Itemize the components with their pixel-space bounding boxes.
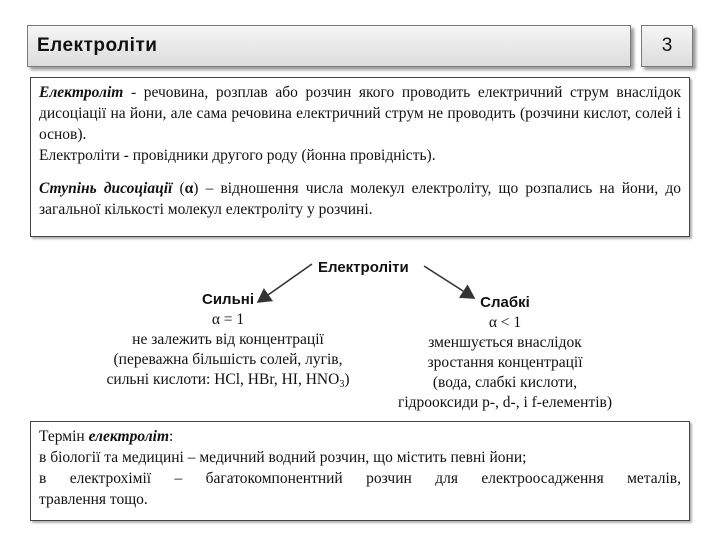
weak-electrolytes [372, 293, 638, 413]
alpha-symbol: α [184, 180, 194, 197]
weak-heading: Слабкі [480, 294, 530, 311]
slide-number: 3 [641, 25, 693, 67]
dissociation-open-paren: ( [172, 180, 185, 197]
weak-line2: зростання концентрації [427, 354, 583, 371]
term-biology: в біології та медицині – медичний водний розчин, що містить певні йони; [39, 449, 527, 466]
weak-line1: зменшується внаслідок [428, 334, 582, 351]
weak-line4: гідрооксиди р-, d-, і f-елементів) [397, 394, 613, 411]
strong-electrolytes [88, 290, 368, 395]
dissociation-definition-text: ) – відношення числа молекул електроліту, що розпались на йони, до загальної кількості молекул електроліту у розчині. [39, 180, 682, 218]
strong-heading: Сильні [201, 291, 255, 308]
dissociation-definition [39, 178, 681, 220]
weak-line3: (вода, слабкі кислоти, [432, 374, 578, 391]
strong-line1: не залежить від концентрації [132, 331, 324, 348]
term-electrochemistry: в електрохімії – багатокомпонентний розчин для електроосадження металів, [39, 470, 681, 487]
conductor-line: Електроліти - провідники другого роду (йонна провідність). [39, 147, 436, 164]
electrolyte-definition-text: - речовина, розплав або розчин якого проводить електричний струм внаслідок дисоціації на йони, але сама речовина електричний струм не проводить (розчини кислот, солей і основ). [39, 84, 681, 143]
term-intro-text: Термін [39, 428, 89, 445]
strong-line3 [88, 370, 368, 395]
term-word: електроліт [88, 428, 170, 445]
diagram-center-title: Електроліти [318, 259, 409, 276]
definition-box [30, 77, 690, 237]
strong-line2: (переважна більшість солей, лугів, [113, 351, 343, 368]
hno3-subscript: 3 [339, 379, 345, 390]
term-intro [39, 426, 681, 447]
strong-line3-text: сильні кислоти: HCl, HBr, HI, HNO [106, 371, 340, 388]
strong-alpha: α = 1 [211, 311, 245, 328]
electrolyte-term: Електроліт [39, 84, 124, 101]
dissociation-term: Ступінь дисоціації [39, 180, 173, 197]
slide-title: Електроліти [37, 35, 158, 56]
term-etching: травлення тощо. [39, 491, 148, 508]
weak-alpha: α < 1 [488, 314, 522, 331]
slide-title-bar [27, 25, 631, 67]
term-box [30, 421, 690, 521]
electrolyte-definition [39, 82, 681, 145]
term-colon: : [169, 428, 174, 445]
strong-line3-end: ) [344, 371, 350, 388]
